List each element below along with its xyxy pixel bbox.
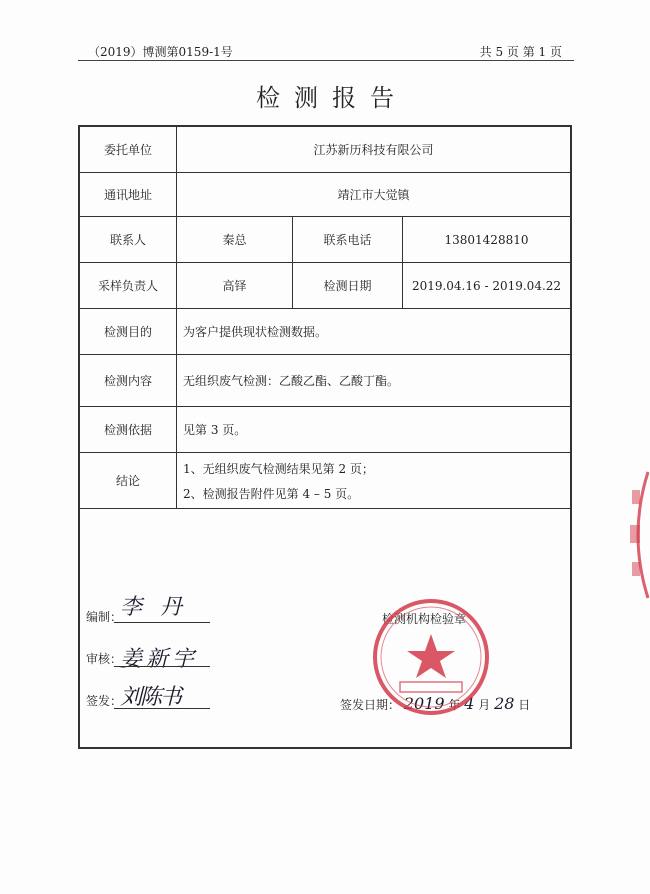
purpose-label: 检测目的 bbox=[103, 325, 152, 339]
issuer-label: 签发： bbox=[86, 694, 123, 708]
issue-day: 28 bbox=[494, 694, 515, 713]
conclusion-label: 结论 bbox=[115, 474, 140, 488]
reviewer-label: 审核： bbox=[86, 652, 123, 666]
document-title: 检测报告 bbox=[256, 84, 408, 112]
basis-label: 检测依据 bbox=[103, 423, 152, 437]
row-contact bbox=[80, 217, 570, 263]
purpose-value: 为客户提供现状检测数据。 bbox=[176, 309, 570, 354]
sampler-label: 采样负责人 bbox=[97, 279, 158, 293]
editor-signature: 李丹 bbox=[120, 595, 201, 620]
edge-seal-stamp-icon bbox=[624, 470, 650, 600]
editor-sign-line bbox=[114, 622, 210, 623]
issue-month: 4 bbox=[464, 694, 475, 713]
date-value: 2019.04.16 - 2019.04.22 bbox=[402, 263, 570, 308]
date-label: 检测日期 bbox=[292, 263, 402, 308]
sampler-value: 高铎 bbox=[176, 263, 292, 308]
conclusion-value bbox=[176, 453, 570, 508]
reviewer-signature: 姜新宇 bbox=[120, 647, 199, 672]
issue-year-suffix: 年 bbox=[448, 698, 461, 712]
issue-date-label: 签发日期： bbox=[340, 698, 401, 712]
row-conclusion bbox=[80, 453, 570, 509]
issuer-sign-line bbox=[114, 708, 210, 709]
content-value: 无组织废气检测：乙酸乙酯、乙酸丁酯。 bbox=[176, 355, 570, 406]
row-content bbox=[80, 355, 570, 407]
contact-value: 秦总 bbox=[176, 217, 292, 262]
address-value: 靖江市大觉镇 bbox=[176, 173, 570, 216]
conclusion-line: 2、检测报告附件见第 4 – 5 页。 bbox=[183, 486, 360, 501]
phone-label: 联系电话 bbox=[292, 217, 402, 262]
content-label: 检测内容 bbox=[103, 374, 152, 388]
org-seal-label: 检测机构检验章 bbox=[382, 612, 467, 626]
row-address bbox=[80, 173, 570, 217]
header-divider bbox=[78, 60, 574, 61]
issue-month-suffix: 月 bbox=[478, 698, 491, 712]
contact-label: 联系人 bbox=[109, 233, 146, 247]
phone-value: 13801428810 bbox=[402, 217, 570, 262]
address-label: 通讯地址 bbox=[103, 188, 152, 202]
client-value: 江苏新历科技有限公司 bbox=[176, 127, 570, 172]
basis-value: 见第 3 页。 bbox=[176, 407, 570, 452]
conclusion-line: 1、无组织废气检测结果见第 2 页； bbox=[183, 461, 374, 476]
page-info: 共 5 页 第 1 页 bbox=[479, 45, 562, 59]
client-label: 委托单位 bbox=[103, 143, 152, 157]
editor-label: 编制： bbox=[86, 610, 123, 624]
seal-stamp-icon bbox=[370, 596, 492, 718]
reviewer-sign-line bbox=[114, 666, 210, 667]
issue-year: 2019 bbox=[403, 694, 445, 713]
report-number: （2019）博测第0159-1号 bbox=[88, 45, 233, 59]
row-client bbox=[80, 127, 570, 173]
issue-day-suffix: 日 bbox=[518, 698, 531, 712]
row-purpose bbox=[80, 309, 570, 355]
row-basis bbox=[80, 407, 570, 453]
issuer-signature: 刘陈书 bbox=[120, 685, 181, 710]
row-sampler bbox=[80, 263, 570, 309]
